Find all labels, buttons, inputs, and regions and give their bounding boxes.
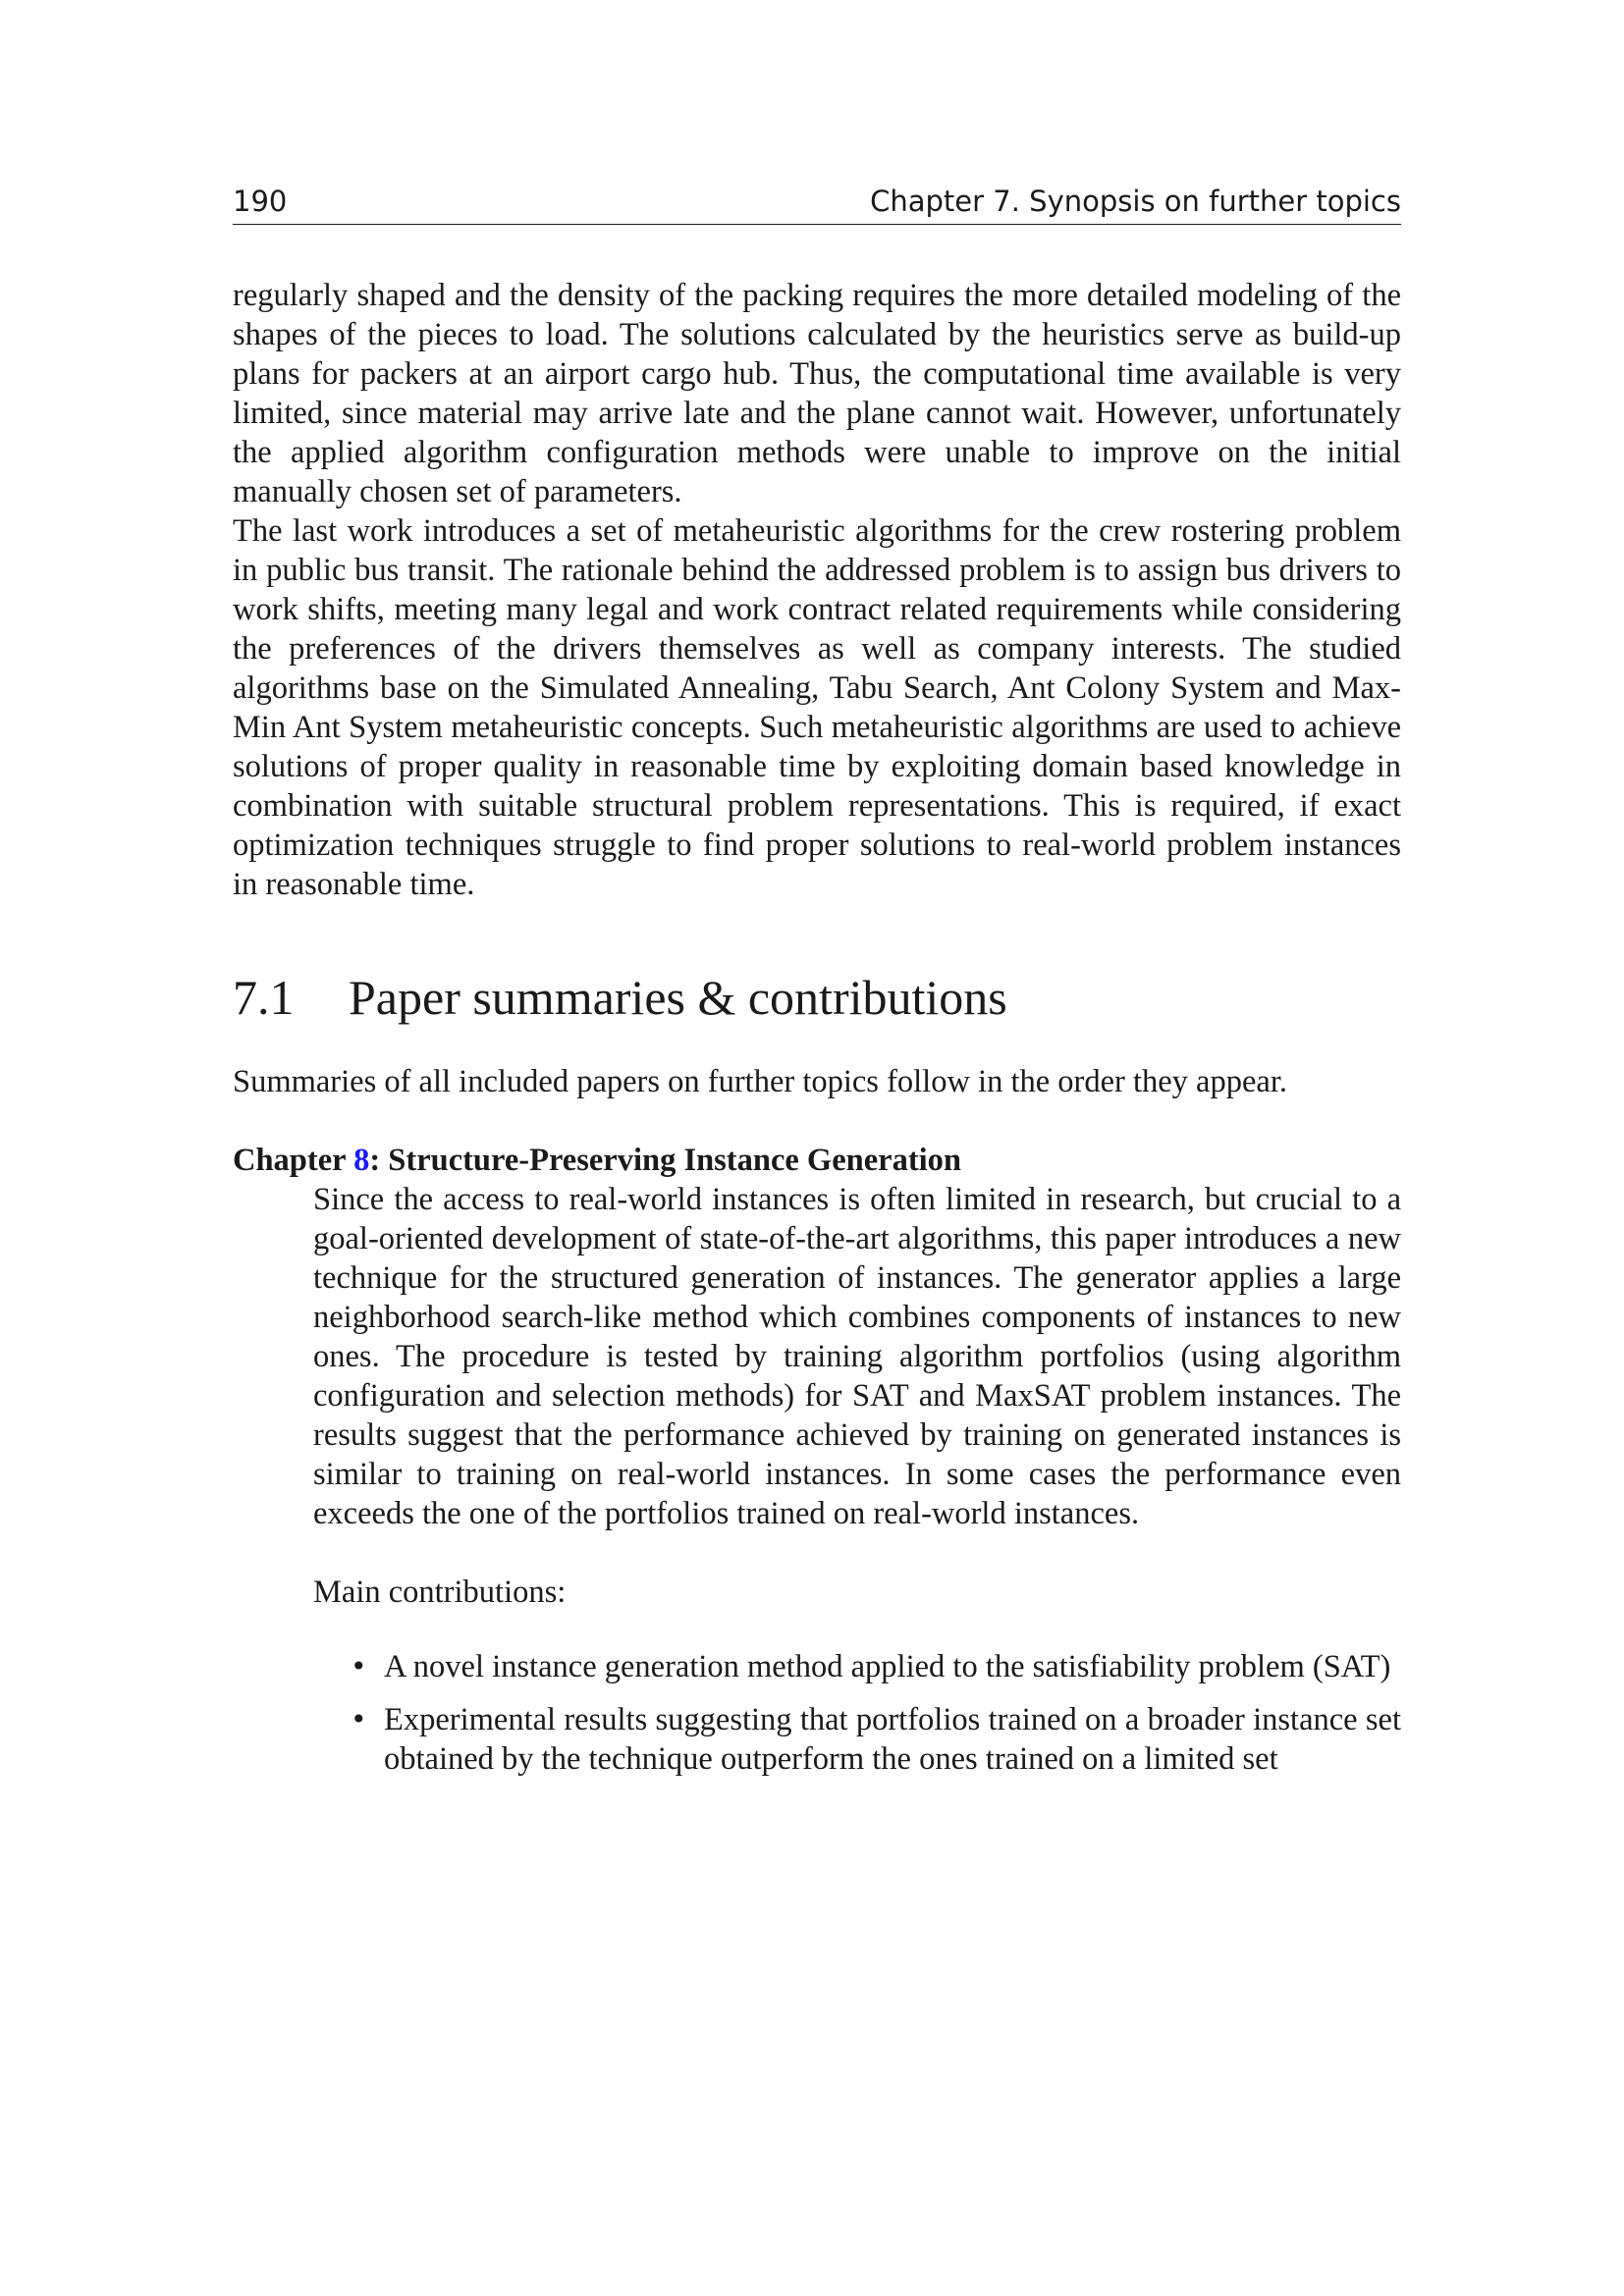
chapter-label: Chapter bbox=[233, 1143, 346, 1178]
section-heading bbox=[233, 968, 1401, 1027]
intro-paragraph-1: regularly shaped and the density of the packing requires the more detailed modeling of the shapes of the pieces to load. The solutions calculated by the heuristics serve as build-up plans for packers at an airport cargo hub. Thus, the computational time available is very limited, since material may arrive late and the plane cannot wait. However, unfortunately the applied algorithm configuration methods were unable to improve on the initial manually chosen set of parameters. bbox=[233, 278, 1401, 509]
chapter-summary: Since the access to real-world instances is often limited in research, but crucial to a goal-oriented development of state-of-the-art algorithms, this paper introduces a new technique for the structured generation of instances. The generator applies a large neighborhood search-like method which combines components of instances to new ones. The procedure is tested by training algorithm portfolios (using algorithm configuration and selection methods) for SAT and MaxSAT problem instances. The results suggest that the performance achieved by training on generated instances is similar to training on real-world instances. In some cases the performance even exceeds the one of the portfolios trained on real-world instances. bbox=[313, 1182, 1401, 1531]
list-item bbox=[313, 1700, 1401, 1779]
intro-paragraph-2: The last work introduces a set of metaheuristic algorithms for the crew rostering problem in public bus transit. The rationale behind the addressed problem is to assign bus drivers to work shifts, meeting many legal and work contract related requirements while considering the preferences of the drivers themselves as well as company interests. The studied algorithms base on the Simulated Annealing, Tabu Search, Ant Colony System and Max-Min Ant System metaheuristic concepts. Such metaheuristic algorithms are used to achieve solutions of proper quality in reasonable time by exploiting domain based knowledge in combination with suitable structural problem representations. This is required, if exact optimization techniques struggle to find proper solutions to real-world problem instances in reasonable time. bbox=[233, 513, 1401, 902]
list-item bbox=[313, 1647, 1401, 1686]
chapter-title-text: : Structure-Preserving Instance Generation bbox=[369, 1143, 961, 1178]
chapter-entry-body bbox=[313, 1180, 1401, 1779]
contributions-list bbox=[313, 1647, 1401, 1779]
chapter-ref-link[interactable]: 8 bbox=[353, 1143, 370, 1178]
section-title: Paper summaries & contributions bbox=[349, 970, 1007, 1025]
section-summary: Summaries of all included papers on further topics follow in the order they appear. bbox=[233, 1064, 1287, 1099]
chapter-entry bbox=[233, 1141, 1401, 1779]
contribution-text: Experimental results suggesting that portfolios trained on a broader instance set obtained by the technique outperform the ones trained on a limited set bbox=[384, 1702, 1401, 1777]
bullet-icon: • bbox=[351, 1650, 367, 1682]
chapter-entry-title bbox=[233, 1141, 1401, 1180]
bullet-icon: • bbox=[351, 1703, 367, 1735]
running-title: Chapter 7. Synopsis on further topics bbox=[870, 185, 1401, 218]
contributions-heading: Main contributions: bbox=[313, 1575, 567, 1610]
running-header bbox=[233, 185, 1401, 225]
section-number: 7.1 bbox=[233, 970, 295, 1025]
page bbox=[233, 185, 1401, 1792]
page-number: 190 bbox=[233, 185, 288, 218]
contribution-text: A novel instance generation method applied to the satisfiability problem (SAT) bbox=[384, 1649, 1391, 1684]
